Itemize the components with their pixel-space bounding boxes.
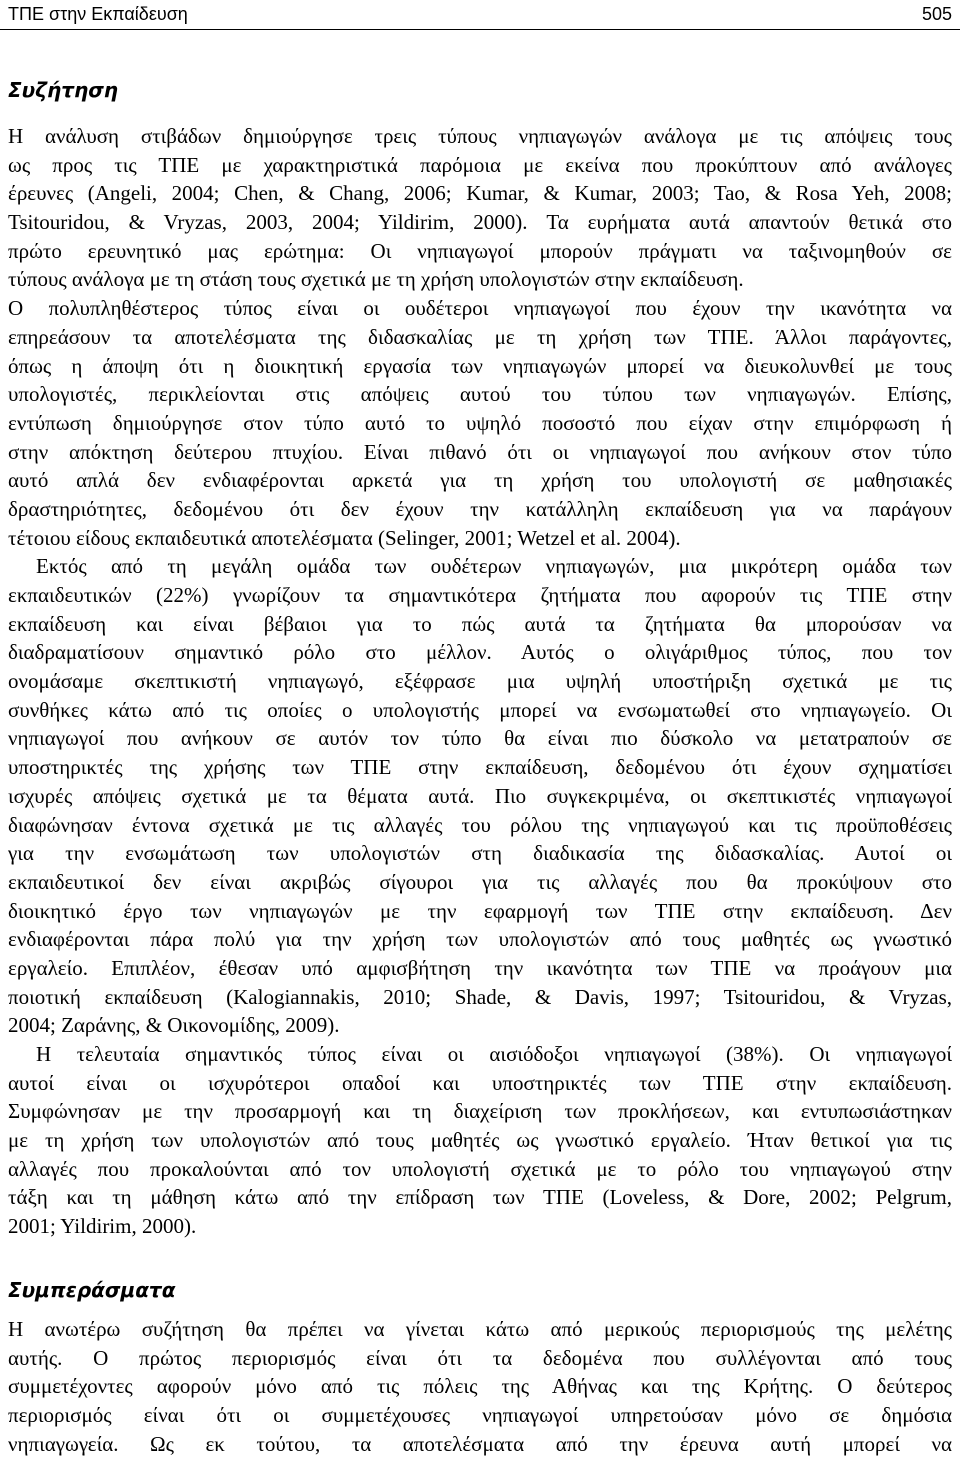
paragraph (8, 294, 952, 552)
text-line: περιορισμός είναι ότι οι συμμετέχουσες νηπιαγωγοί υπηρετούσαν μόνο σε δημόσια (8, 1403, 952, 1428)
text-line: επηρεάσουν τα αποτελέσματα της διδασκαλίας με τη χρήση των ΤΠΕ. Άλλοι παράγοντες, (8, 324, 952, 349)
section-heading: Συμπεράσματα (8, 1278, 176, 1302)
text-line: Η ανωτέρω συζήτηση θα πρέπει να γίνεται κάτω από μερικούς περιορισμούς της μελέτης (8, 1317, 952, 1341)
text-line: Η τελευταία σημαντικός τύπος είναι οι αισιόδοξοι νηπιαγωγοί (38%). Οι νηπιαγωγοί (36, 1042, 952, 1066)
text-line: τέτοιου είδους εκπαιδευτικά αποτελέσματα (Selinger, 2001; Wetzel et al. 2004). (8, 525, 681, 550)
text-line: αυτοί είναι οι ισχυρότεροι οπαδοί και υποστηρικτές των ΤΠΕ στην εκπαίδευση. (8, 1070, 952, 1095)
text-line: συνθήκες κάτω από τις οποίες ο υπολογιστής μπορεί να ενσωματωθεί στο νηπιαγωγείο. Οι (8, 697, 952, 722)
text-line: συμμετέχοντες αφορούν μόνο από τις πόλεις της Αθήνας και της Κρήτης. Ο δεύτερος (8, 1374, 952, 1399)
text-line: διαδραματίσουν σημαντικό ρόλο στο μέλλον. Αυτός ο ολιγάριθμος τύπος, που τον (8, 640, 952, 665)
text-line: Tsitouridou, & Vryzas, 2003, 2004; Yildirim, 2000). Τα ευρήματα αυτά απαντούν θετικά στο (8, 210, 952, 235)
text-line: υπολογιστές, περικλείονται στις απόψεις αυτού του τύπου των νηπιαγωγών. Επίσης, (8, 382, 952, 407)
text-line: υποστηρικτές της χρήσης των ΤΠΕ στην εκπαίδευση, δεδομένου ότι έχουν σχηματίσει (8, 755, 952, 780)
text-line: εντύπωση δημιούργησε στον τύπο αυτό το υψηλό ποσοστό που είχαν στην επιμόρφωση ή (8, 410, 952, 435)
text-line: αλλαγές που προκαλούνται από τον υπολογιστή σχετικά με το ρόλο του νηπιαγωγού στην (8, 1156, 952, 1181)
text-line: Συμφώνησαν με την προσαρμογή και τη διαχείριση των προκλήσεων, και εντυπωσιάστηκαν (8, 1099, 952, 1124)
text-line: εκπαίδευση και είναι βέβαιοι για το πώς αυτά τα ζητήματα θα μπορούσαν να (8, 611, 952, 636)
paragraph (8, 1315, 952, 1458)
section-heading: Συζήτηση (8, 78, 119, 102)
page-header (0, 0, 960, 30)
text-line: έρευνες (Angeli, 2004; Chen, & Chang, 2006; Kumar, & Kumar, 2003; Tao, & Rosa Yeh, 2008; (8, 181, 952, 206)
text-line: για την ενσωμάτωση των υπολογιστών στη διαδικασία της διδασκαλίας. Αυτοί οι (8, 841, 952, 866)
text-line: τάξη και τη μάθηση κάτω από την επίδραση των ΤΠΕ (Loveless, & Dore, 2002; Pelgrum, (8, 1185, 952, 1210)
text-line: ως προς τις ΤΠΕ με χαρακτηριστικά παρόμοια με εκείνα που προκύπτουν από ανάλογες (8, 152, 952, 177)
text-line: με τη χρήση των υπολογιστών από τους μαθητές ως γνωστικό εργαλείο. Ήταν θετικοί για τις (8, 1128, 952, 1153)
text-line: διοικητικό έργο των νηπιαγωγών με την εφαρμογή των ΤΠΕ στην εκπαίδευση. Δεν (8, 898, 952, 923)
text-line: αυτό απλά δεν ενδιαφέρονται αρκετά για τη χρήση του υπολογιστή σε μαθησιακές (8, 468, 952, 493)
text-line: πρώτο ερευνητικό μας ερώτημα: Οι νηπιαγωγοί μπορούν πράγματι να ταξινομηθούν σε (8, 238, 952, 263)
text-line: όπως η άποψη ότι η διοικητική εργασία των νηπιαγωγών μπορεί να διευκολυνθεί με τους (8, 353, 952, 378)
text-line: Ο πολυπληθέστερος τύπος είναι οι ουδέτεροι νηπιαγωγοί που έχουν την ικανότητα να (8, 296, 952, 321)
text-line: Η ανάλυση στιβάδων δημιούργησε τρεις τύπους νηπιαγωγών ανάλογα με τις απόψεις τους (8, 124, 952, 148)
text-line: ισχυρές απόψεις σχετικά με τα θέματα αυτά. Πιο συγκεκριμένα, οι σκεπτικιστές νηπιαγωγοί (8, 783, 952, 808)
paragraph (8, 122, 952, 294)
text-line: νηπιαγωγοί που ανήκουν σε αυτόν τον τύπο θα είναι πιο δύσκολο να μετατραπούν σε (8, 726, 952, 751)
text-line: εργαλείο. Επιπλέον, έθεσαν υπό αμφισβήτηση την ικανότητα των ΤΠΕ να προάγουν μια (8, 955, 952, 980)
paragraph (8, 552, 952, 1040)
running-title: ΤΠΕ στην Εκπαίδευση (8, 4, 188, 24)
section-body (8, 1315, 952, 1458)
text-line: στην απόκτηση δεύτερου πτυχίου. Είναι πιθανό ότι οι νηπιαγωγοί που ανήκουν στον τύπο (8, 439, 952, 464)
text-line: τύπους ανάλογα με τη στάση τους σχετικά με τη χρήση υπολογιστών στην εκπαίδευση. (8, 267, 744, 292)
text-line: δραστηριότητες, δεδομένου ότι δεν έχουν την κατάλληλη εκπαίδευση για να παράγουν (8, 496, 952, 521)
text-line: Εκτός από τη μεγάλη ομάδα των ουδέτερων νηπιαγωγών, μια μικρότερη ομάδα των (36, 554, 952, 579)
section-body (8, 122, 952, 1241)
paragraph (8, 1040, 952, 1241)
text-line: 2004; Ζαράνης, & Οικονομίδης, 2009). (8, 1013, 340, 1038)
text-line: διαφώνησαν έντονα σχετικά με τις αλλαγές του ρόλου της νηπιαγωγού και τις προϋποθέσεις (8, 812, 952, 837)
text-line: αυτής. Ο πρώτος περιορισμός είναι ότι τα δεδομένα που συλλέγονται από τους (8, 1345, 952, 1370)
page-number: 505 (921, 4, 952, 24)
text-line: ποιοτική εκπαίδευση (Kalogiannakis, 2010; Shade, & Davis, 1997; Tsitouridou, & Vryzas, (8, 984, 952, 1009)
text-line: εκπαιδευτικών (22%) γνωρίζουν τα σημαντικότερα ζητήματα που αφορούν τις ΤΠΕ στην (8, 583, 952, 607)
text-line: νηπιαγωγεία. Ως εκ τούτου, τα αποτελέσματα από την έρευνα αυτή μπορεί να (8, 1431, 952, 1456)
text-line: ονομάσαμε σκεπτικιστή νηπιαγωγό, εξέφρασε μια υψηλή υποστήριξη σχετικά με τις (8, 669, 952, 694)
text-line: 2001; Yildirim, 2000). (8, 1214, 197, 1239)
text-line: ενδιαφέρονται πάρα πολύ για την χρήση των υπολογιστών από τους μαθητές ως γνωστικό (8, 927, 952, 952)
text-line: εκπαιδευτικοί δεν είναι ακριβώς σίγουροι για τις αλλαγές που θα προκύψουν στο (8, 869, 952, 894)
